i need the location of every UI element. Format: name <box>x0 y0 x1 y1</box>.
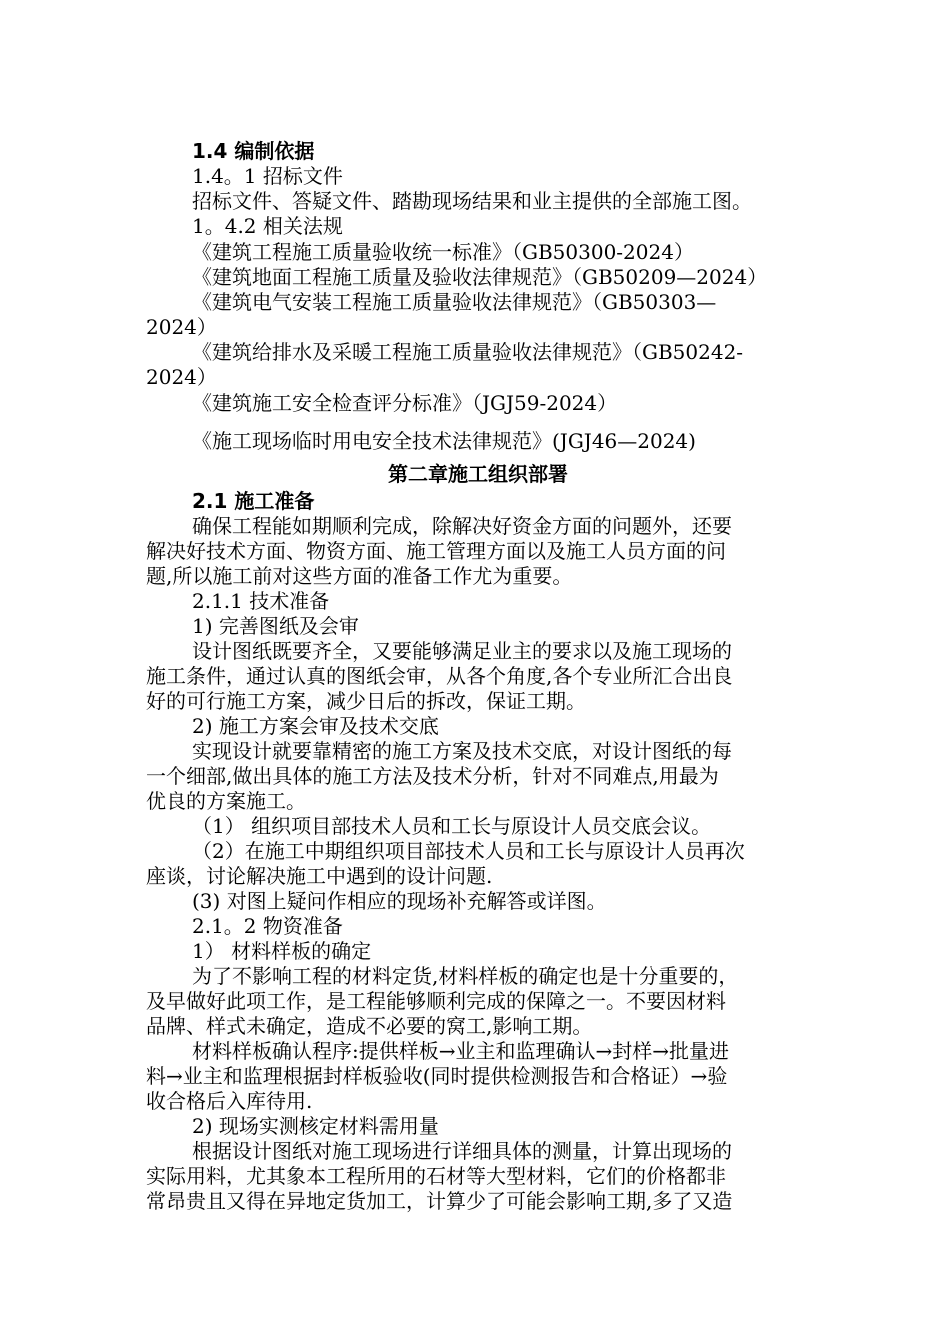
list-item: (3) 对图上疑问作相应的现场补充解答或详图。 <box>192 889 607 913</box>
subsection-2-1-1: 2.1.1 技术准备 <box>192 589 330 613</box>
section-title-2-1: 2.1 施工准备 <box>192 489 315 513</box>
regulation-item: 《建筑电气安装工程施工质量验收法律规范》（GB50303— <box>192 290 717 314</box>
regulation-item-cont: 2024） <box>146 365 217 389</box>
paragraph-line: 收合格后入库待用. <box>146 1089 313 1113</box>
item-title: 1） 材料样板的确定 <box>192 939 372 963</box>
item-title: 2) 施工方案会审及技术交底 <box>192 714 439 738</box>
regulation-item: 《建筑工程施工质量验收统一标准》（GB50300-2024） <box>192 240 694 264</box>
regulation-item: 《建筑给排水及采暖工程施工质量验收法律规范》（GB50242- <box>192 340 744 364</box>
paragraph-line: 及早做好此项工作，是工程能够顺利完成的保障之一。不要因材料 <box>146 989 726 1013</box>
paragraph-line: 品牌、样式未确定，造成不必要的窝工,影响工期。 <box>146 1014 593 1038</box>
list-item-cont: 座谈，讨论解决施工中遇到的设计问题. <box>146 864 493 888</box>
subsection-2-1-2: 2.1。2 物资准备 <box>192 914 343 938</box>
paragraph-line: 解决好技术方面、物资方面、施工管理方面以及施工人员方面的问 <box>146 539 726 563</box>
subsection-1-4-2: 1。4.2 相关法规 <box>192 214 343 238</box>
chapter-title: 第二章施工组织部署 <box>388 462 568 486</box>
subsection-1-4-1: 1.4。1 招标文件 <box>192 164 343 188</box>
paragraph-line: 实际用料，尤其象本工程所用的石材等大型材料，它们的价格都非 <box>146 1164 726 1188</box>
item-title: 2) 现场实测核定材料需用量 <box>192 1114 439 1138</box>
regulation-item: 《施工现场临时用电安全技术法律规范》(JGJ46—2024) <box>192 429 696 453</box>
paragraph-line: 好的可行施工方案，减少日后的拆改，保证工期。 <box>146 689 586 713</box>
paragraph-line: 料→业主和监理根据封样板验收(同时提供检测报告和合格证）→验 <box>146 1064 728 1088</box>
list-item: （1） 组织项目部技术人员和工长与原设计人员交底会议。 <box>192 814 712 838</box>
paragraph-line: 根据设计图纸对施工现场进行详细具体的测量，计算出现场的 <box>192 1139 732 1163</box>
paragraph-line: 设计图纸既要齐全，又要能够满足业主的要求以及施工现场的 <box>192 639 732 663</box>
regulation-item-cont: 2024） <box>146 315 217 339</box>
paragraph-line: 常昂贵且又得在异地定货加工，计算少了可能会影响工期,多了又造 <box>146 1189 733 1213</box>
paragraph-line: 一个细部,做出具体的施工方法及技术分析，针对不同难点,用最为 <box>146 764 719 788</box>
section-title-1-4: 1.4 编制依据 <box>192 139 315 163</box>
regulation-item: 《建筑地面工程施工质量及验收法律规范》（GB50209—2024） <box>192 265 768 289</box>
list-item: （2）在施工中期组织项目部技术人员和工长与原设计人员再次 <box>192 839 745 863</box>
paragraph-line: 施工条件，通过认真的图纸会审，从各个角度,各个专业所汇合出良 <box>146 664 733 688</box>
paragraph-line: 优良的方案施工。 <box>146 789 306 813</box>
paragraph: 招标文件、答疑文件、踏勘现场结果和业主提供的全部施工图。 <box>192 189 752 213</box>
item-title: 1) 完善图纸及会审 <box>192 614 359 638</box>
paragraph-line: 材料样板确认程序:提供样板→业主和监理确认→封样→批量进 <box>192 1039 730 1063</box>
paragraph-line: 为了不影响工程的材料定货,材料样板的确定也是十分重要的， <box>192 964 739 988</box>
paragraph-line: 确保工程能如期顺利完成，除解决好资金方面的问题外，还要 <box>192 514 732 538</box>
paragraph-line: 题,所以施工前对这些方面的准备工作尤为重要。 <box>146 564 573 588</box>
paragraph-line: 实现设计就要靠精密的施工方案及技术交底，对设计图纸的每 <box>192 739 732 763</box>
regulation-item: 《建筑施工安全检查评分标准》（JGJ59-2024） <box>192 391 618 415</box>
